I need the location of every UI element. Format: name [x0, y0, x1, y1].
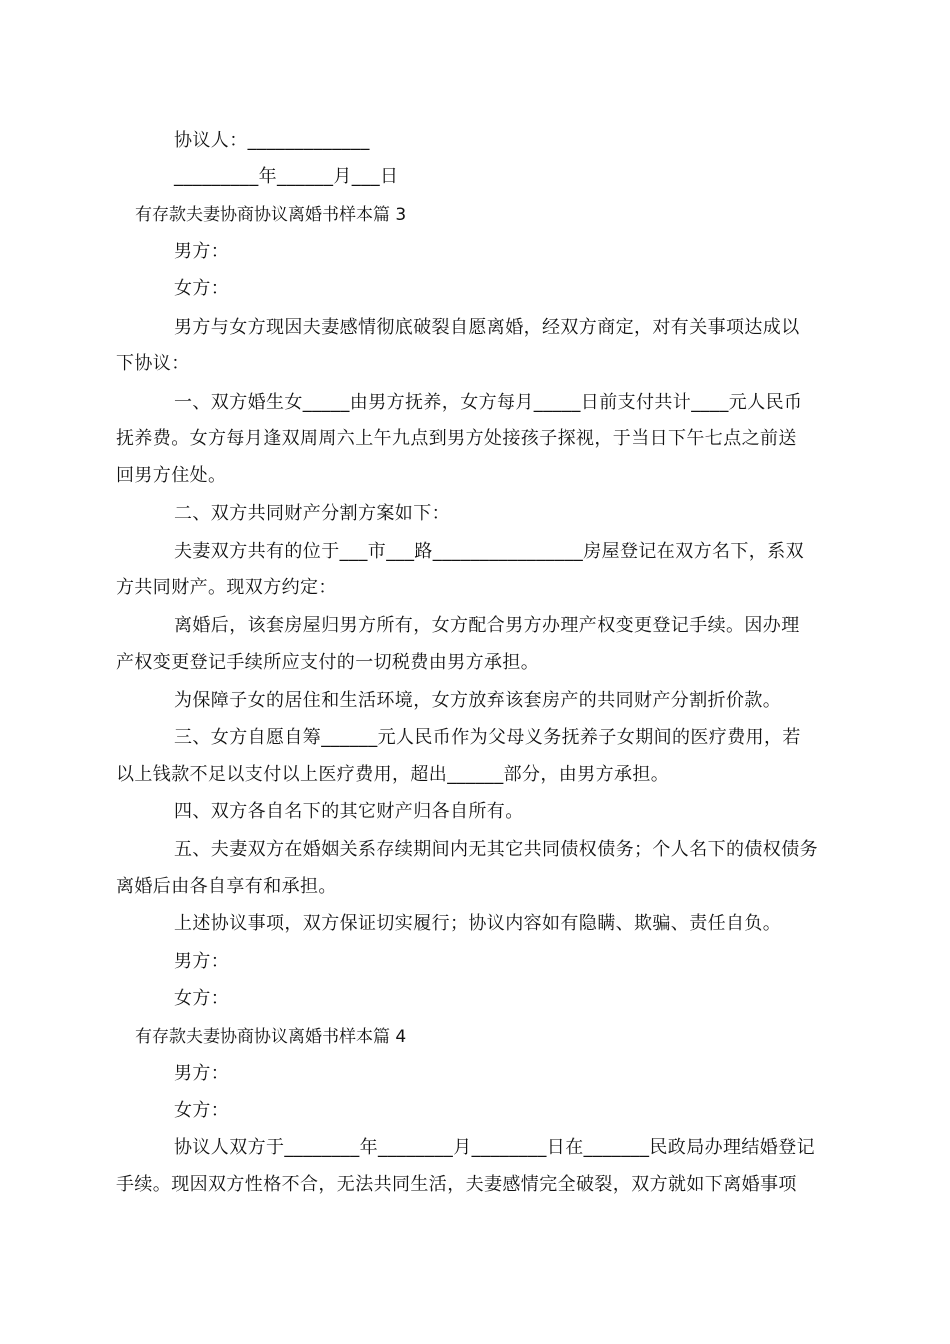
party-female: 女方： — [174, 1100, 230, 1121]
paragraph-line: 离婚后由各自享有和承担。 — [116, 876, 337, 897]
party-male: 男方： — [174, 951, 230, 972]
paragraph-line: 为保障子女的居住和生活环境，女方放弃该套房产的共同财产分割折价款。 — [174, 690, 782, 711]
paragraph-line: 一、双方婚生女_____由男方抚养，女方每月_____日前支付共计____元人民币 — [174, 392, 803, 413]
paragraph-line: 男方与女方现因夫妻感情彻底破裂自愿离婚，经双方商定，对有关事项达成以 — [174, 317, 800, 338]
paragraph-line: 夫妻双方共有的位于___市___路________________房屋登记在双方名下，系双 — [174, 541, 804, 562]
paragraph-line: 五、夫妻双方在婚姻关系存续期间内无其它共同债权债务；个人名下的债权债务 — [174, 839, 818, 860]
paragraph-line: 四、双方各自名下的其它财产归各自所有。 — [174, 801, 524, 822]
paragraph-line: 二、双方共同财产分割方案如下： — [174, 503, 450, 524]
date-line: _________年______月___日 — [174, 166, 399, 187]
party-female: 女方： — [174, 988, 230, 1009]
signatory-line: 协议人：_____________ — [174, 130, 370, 151]
paragraph-line: 抚养费。女方每月逢双周周六上午九点到男方处接孩子探视，于当日下午七点之前送 — [116, 428, 797, 449]
paragraph-line: 产权变更登记手续所应支付的一切税费由男方承担。 — [116, 652, 540, 673]
section-heading-4: 有存款夫妻协商协议离婚书样本篇 4 — [135, 1027, 407, 1047]
party-male: 男方： — [174, 1063, 230, 1084]
party-male: 男方： — [174, 241, 230, 262]
paragraph-line: 回男方住处。 — [116, 465, 227, 486]
paragraph-line: 三、女方自愿自筹______元人民币作为父母义务抚养子女期间的医疗费用，若 — [174, 727, 801, 748]
paragraph-line: 以上钱款不足以支付以上医疗费用，超出______部分，由男方承担。 — [116, 764, 670, 785]
paragraph-line: 下协议： — [116, 353, 190, 374]
paragraph-line: 手续。现因双方性格不合，无法共同生活，夫妻感情完全破裂，双方就如下离婚事项 — [116, 1174, 797, 1195]
section-heading-3: 有存款夫妻协商协议离婚书样本篇 3 — [135, 205, 407, 225]
paragraph-line: 协议人双方于________年________月________日在_______民政局办理结婚登记 — [174, 1137, 815, 1158]
party-female: 女方： — [174, 278, 230, 299]
paragraph-line: 上述协议事项，双方保证切实履行；协议内容如有隐瞒、欺骗、责任自负。 — [174, 913, 782, 934]
paragraph-line: 离婚后，该套房屋归男方所有，女方配合男方办理产权变更登记手续。因办理 — [174, 615, 800, 636]
paragraph-line: 方共同财产。现双方约定： — [116, 577, 337, 598]
